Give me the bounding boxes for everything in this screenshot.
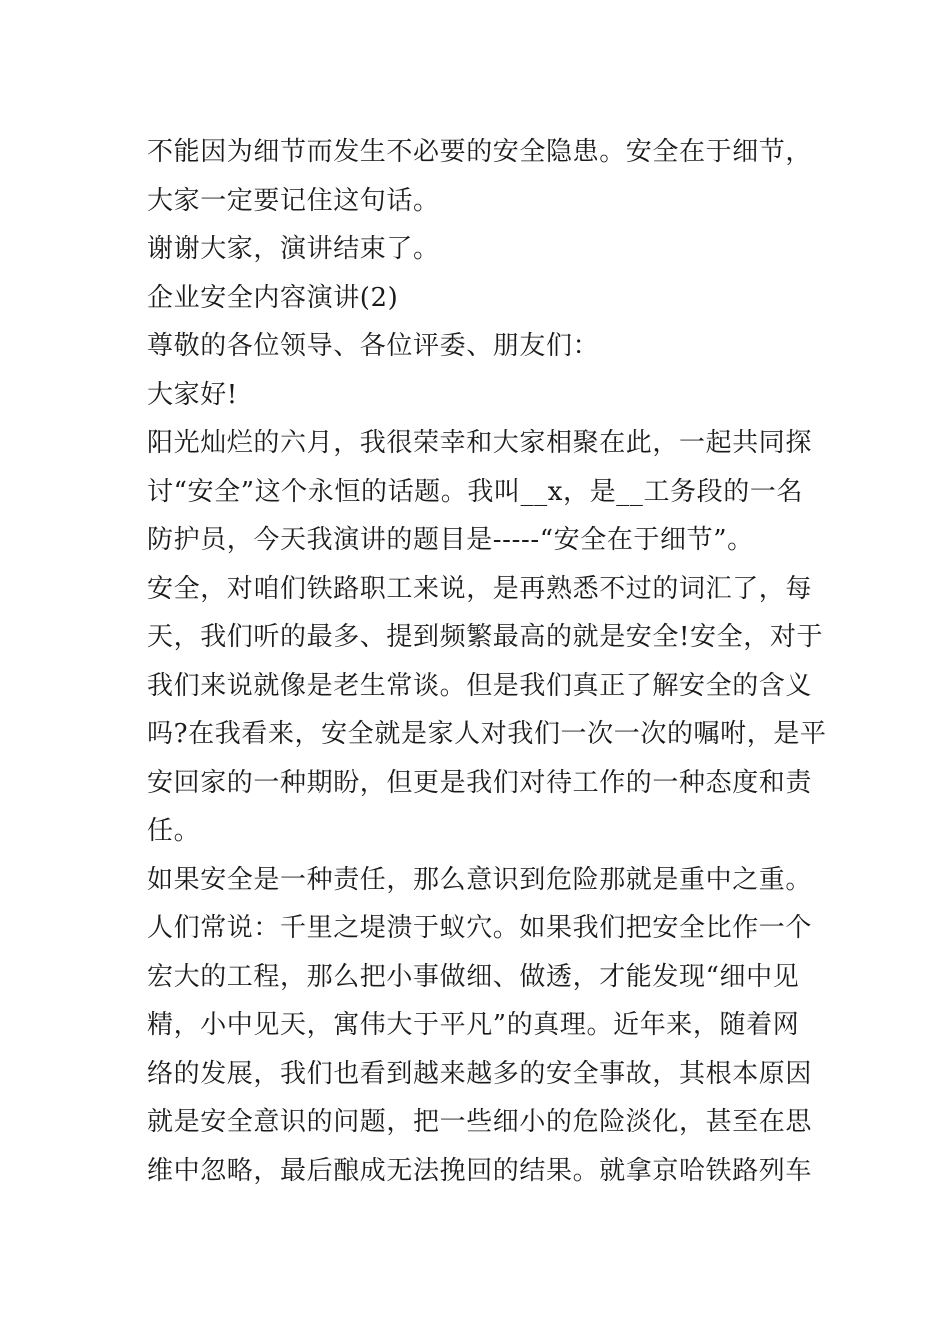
- text-line: 精，小中见天，寓伟大于平凡”的真理。近年来，随着网: [147, 1010, 800, 1040]
- text-line: 我们来说就像是老生常谈。但是我们真正了解安全的含义: [147, 670, 813, 701]
- text-line: 防护员，今天我演讲的题目是-----“安全在于细节”。: [147, 525, 754, 555]
- text-line: 不能因为细节而发生不必要的安全隐患。安全在于细节，: [147, 137, 813, 167]
- text-line: 吗?在我看来，安全就是家人对我们一次一次的嘱咐，是平: [147, 719, 827, 749]
- text-line: 讨“安全”这个永恒的话题。我叫__x，是__工务段的一名: [147, 476, 804, 507]
- greeting-line: 大家好!: [147, 379, 238, 410]
- text-line: 安全，对咱们铁路职工来说，是再熟悉不过的词汇了，每: [147, 573, 813, 604]
- text-line: 就是安全意识的问题，把一些细小的危险淡化，甚至在思: [147, 1107, 813, 1137]
- text-line: 维中忽略，最后酿成无法挽回的结果。就拿京哈铁路列车: [147, 1155, 813, 1186]
- text-line: 天，我们听的最多、提到频繁最高的就是安全!安全，对于: [147, 622, 824, 652]
- text-line: 宏大的工程，那么把小事做细、做透，才能发现“细中见: [147, 961, 800, 992]
- text-line: 阳光灿烂的六月，我很荣幸和大家相聚在此，一起共同探: [147, 428, 813, 458]
- text-line: 安回家的一种期盼，但更是我们对待工作的一种态度和责: [147, 767, 813, 798]
- text-line: 人们常说：千里之堤溃于蚁穴。如果我们把安全比作一个: [147, 913, 813, 943]
- text-line: 任。: [147, 816, 201, 846]
- salutation-line: 尊敬的各位领导、各位评委、朋友们：: [147, 331, 600, 361]
- text-line: 谢谢大家，演讲结束了。: [147, 234, 440, 264]
- text-line: 大家一定要记住这句话。: [147, 185, 440, 216]
- document-body: [147, 128, 827, 1195]
- text-line: 络的发展，我们也看到越来越多的安全事故，其根本原因: [147, 1058, 813, 1089]
- text-line: 如果安全是一种责任，那么意识到危险那就是重中之重。: [147, 864, 813, 895]
- section-heading: 企业安全内容演讲(2): [147, 282, 399, 313]
